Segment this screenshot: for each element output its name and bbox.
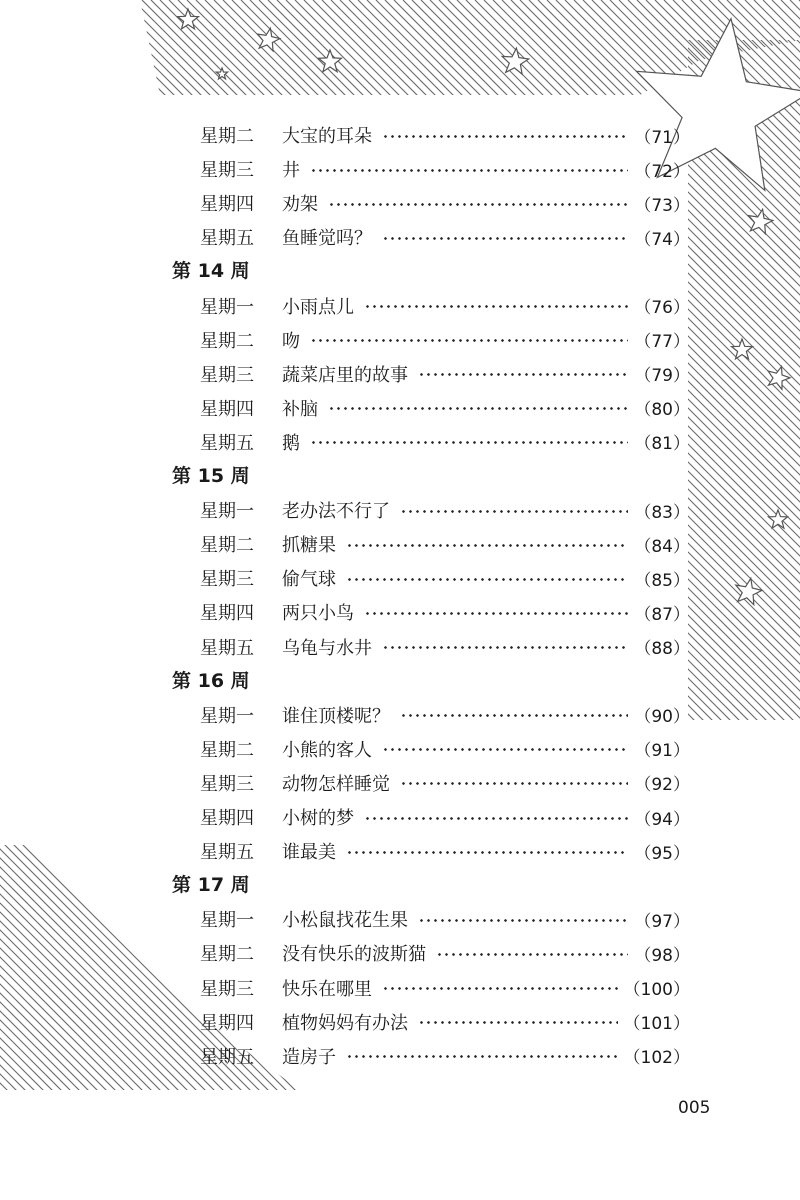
toc-entry-day: 星期五 bbox=[200, 637, 254, 659]
toc-entry bbox=[200, 802, 690, 832]
dot-leader bbox=[418, 919, 628, 922]
toc-entry-title: 乌龟与水井 bbox=[282, 637, 372, 659]
dot-leader bbox=[346, 544, 628, 547]
toc-entry bbox=[200, 1041, 690, 1071]
toc-entry-day: 星期四 bbox=[200, 603, 254, 625]
toc-entry-day: 星期三 bbox=[200, 773, 254, 795]
toc-entry bbox=[200, 325, 690, 355]
toc-entry bbox=[200, 973, 690, 1003]
toc-entry-title: 造房子 bbox=[282, 1046, 336, 1068]
toc-entry-page: （87） bbox=[634, 604, 690, 625]
toc-entry-day: 星期一 bbox=[200, 705, 254, 727]
dot-leader bbox=[436, 953, 628, 956]
toc-entry-title: 偷气球 bbox=[282, 569, 336, 591]
toc-entry-page: （98） bbox=[634, 945, 690, 966]
toc-entry-day: 星期四 bbox=[200, 398, 254, 420]
toc-entry-title: 鹅 bbox=[282, 432, 300, 454]
toc-entry-title: 小雨点儿 bbox=[282, 296, 354, 318]
toc-entry-page: （90） bbox=[634, 707, 690, 728]
toc-entry bbox=[200, 734, 690, 764]
week-heading: 第 16 周 bbox=[172, 669, 250, 692]
dot-leader bbox=[382, 135, 628, 138]
toc-entry-day: 星期二 bbox=[200, 535, 254, 557]
toc-entry bbox=[200, 904, 690, 934]
toc-entry-day: 星期一 bbox=[200, 296, 254, 318]
toc-entry-day: 星期二 bbox=[200, 330, 254, 352]
dot-leader bbox=[400, 510, 628, 513]
toc-entry-title: 小树的梦 bbox=[282, 808, 354, 829]
toc-entry-title: 大宝的耳朵 bbox=[282, 126, 372, 147]
toc-entry-title: 快乐在哪里 bbox=[282, 978, 372, 1000]
dot-leader bbox=[382, 987, 618, 990]
toc-entry-page: （71） bbox=[634, 127, 690, 148]
toc-entry-title: 鱼睡觉吗？ bbox=[282, 228, 372, 250]
toc-entry-title: 老办法不行了 bbox=[282, 501, 390, 523]
dot-leader bbox=[310, 441, 628, 444]
toc-entry-page: （102） bbox=[623, 1048, 690, 1069]
toc-entry-page: （100） bbox=[623, 980, 690, 1000]
page-number: 005 bbox=[678, 1098, 711, 1118]
toc-entry bbox=[200, 1007, 690, 1037]
toc-entry-page: （95） bbox=[634, 843, 690, 864]
toc-entry-title: 蔬菜店里的故事 bbox=[282, 364, 408, 386]
toc-entry-day: 星期四 bbox=[200, 194, 254, 216]
toc-entry-day: 星期一 bbox=[200, 910, 254, 932]
toc-entry-page: （81） bbox=[634, 434, 690, 455]
toc-entry-page: （72） bbox=[634, 161, 690, 182]
toc-entry-page: （83） bbox=[634, 502, 690, 523]
toc-entry-page: （76） bbox=[634, 298, 690, 318]
toc-entry bbox=[200, 768, 690, 798]
toc-entry-title: 谁最美 bbox=[282, 842, 336, 864]
toc-entry bbox=[200, 836, 690, 866]
toc-entry-day: 星期三 bbox=[200, 569, 254, 591]
toc-entry bbox=[200, 154, 690, 184]
toc-entry-title: 补脑 bbox=[282, 398, 318, 420]
toc-entry-title: 没有快乐的波斯猫 bbox=[282, 944, 426, 966]
week-heading: 第 14 周 bbox=[172, 260, 250, 283]
dot-leader bbox=[328, 203, 628, 206]
week-heading: 第 15 周 bbox=[172, 465, 250, 487]
dot-leader bbox=[310, 169, 628, 172]
toc-entry-day: 星期五 bbox=[200, 432, 254, 454]
toc-entry bbox=[200, 529, 690, 559]
toc-entry-title: 两只小鸟 bbox=[282, 603, 354, 625]
toc-entry bbox=[200, 700, 690, 730]
toc-entry-day: 星期五 bbox=[200, 842, 254, 864]
toc-entry bbox=[200, 563, 690, 593]
toc-entry-page: （73） bbox=[634, 195, 690, 216]
toc-entry-title: 小熊的客人 bbox=[282, 739, 372, 761]
dot-leader bbox=[328, 407, 628, 410]
toc-entry bbox=[200, 291, 690, 321]
toc-entry-page: （79） bbox=[634, 366, 690, 387]
toc-entry-page: （77） bbox=[634, 332, 690, 353]
toc-entry bbox=[200, 597, 690, 627]
toc-entry-page: （85） bbox=[634, 570, 690, 591]
toc-entry-title: 抓糖果 bbox=[282, 535, 336, 557]
toc-entry-title: 动物怎样睡觉 bbox=[282, 773, 390, 795]
toc-entry-day: 星期四 bbox=[200, 1012, 254, 1034]
dot-leader bbox=[346, 851, 628, 854]
dot-leader bbox=[418, 373, 628, 376]
week-heading: 第 17 周 bbox=[172, 874, 250, 897]
dot-leader bbox=[382, 646, 628, 649]
toc-entry-day: 星期三 bbox=[200, 160, 254, 182]
toc-entry-page: （92） bbox=[634, 775, 690, 796]
toc-entry bbox=[200, 427, 690, 457]
dot-leader bbox=[382, 237, 628, 240]
toc-entry-page: （88） bbox=[634, 639, 690, 659]
toc-entry bbox=[200, 495, 690, 525]
toc-entry-day: 星期一 bbox=[200, 501, 254, 523]
toc-entry-day: 星期二 bbox=[200, 126, 254, 147]
toc-entry-day: 星期二 bbox=[200, 739, 254, 761]
toc-entry-title: 小松鼠找花生果 bbox=[282, 910, 408, 932]
toc-entry-page: （80） bbox=[634, 400, 690, 421]
toc-entry-day: 星期三 bbox=[200, 978, 254, 1000]
toc-entry-title: 劝架 bbox=[282, 194, 318, 216]
toc-entry-page: （97） bbox=[634, 911, 690, 932]
toc-entry-day: 星期五 bbox=[200, 1046, 254, 1068]
toc-entry-day: 星期五 bbox=[200, 228, 254, 250]
dot-leader bbox=[346, 578, 628, 581]
toc-entry-title: 井 bbox=[282, 160, 300, 182]
toc-entry-title: 谁住顶楼呢？ bbox=[282, 705, 390, 727]
toc-entry bbox=[200, 120, 690, 150]
toc-entry bbox=[200, 359, 690, 389]
toc-entry-page: （91） bbox=[634, 741, 690, 762]
dot-leader bbox=[364, 817, 628, 820]
dot-leader bbox=[364, 305, 628, 308]
dot-leader bbox=[310, 339, 628, 342]
dot-leader bbox=[400, 714, 628, 717]
dot-leader bbox=[400, 782, 628, 785]
dot-leader bbox=[346, 1055, 618, 1058]
toc-entry bbox=[200, 222, 690, 252]
toc-entry-day: 星期二 bbox=[200, 944, 254, 966]
toc-entry-title: 吻 bbox=[282, 330, 300, 352]
dot-leader bbox=[364, 612, 628, 615]
dot-leader bbox=[418, 1021, 618, 1024]
toc-entry bbox=[200, 938, 690, 968]
toc-entry-title: 植物妈妈有办法 bbox=[282, 1012, 408, 1034]
dot-leader bbox=[382, 748, 628, 751]
toc-entry-day: 星期四 bbox=[200, 808, 254, 829]
toc-entry-page: （74） bbox=[634, 229, 690, 250]
toc-entry bbox=[200, 632, 690, 662]
toc-entry bbox=[200, 188, 690, 218]
toc-entry-page: （94） bbox=[634, 809, 690, 830]
toc-entry-day: 星期三 bbox=[200, 364, 254, 386]
toc-entry-page: （101） bbox=[623, 1014, 690, 1035]
toc-entry-page: （84） bbox=[634, 536, 690, 557]
toc-entry bbox=[200, 393, 690, 423]
